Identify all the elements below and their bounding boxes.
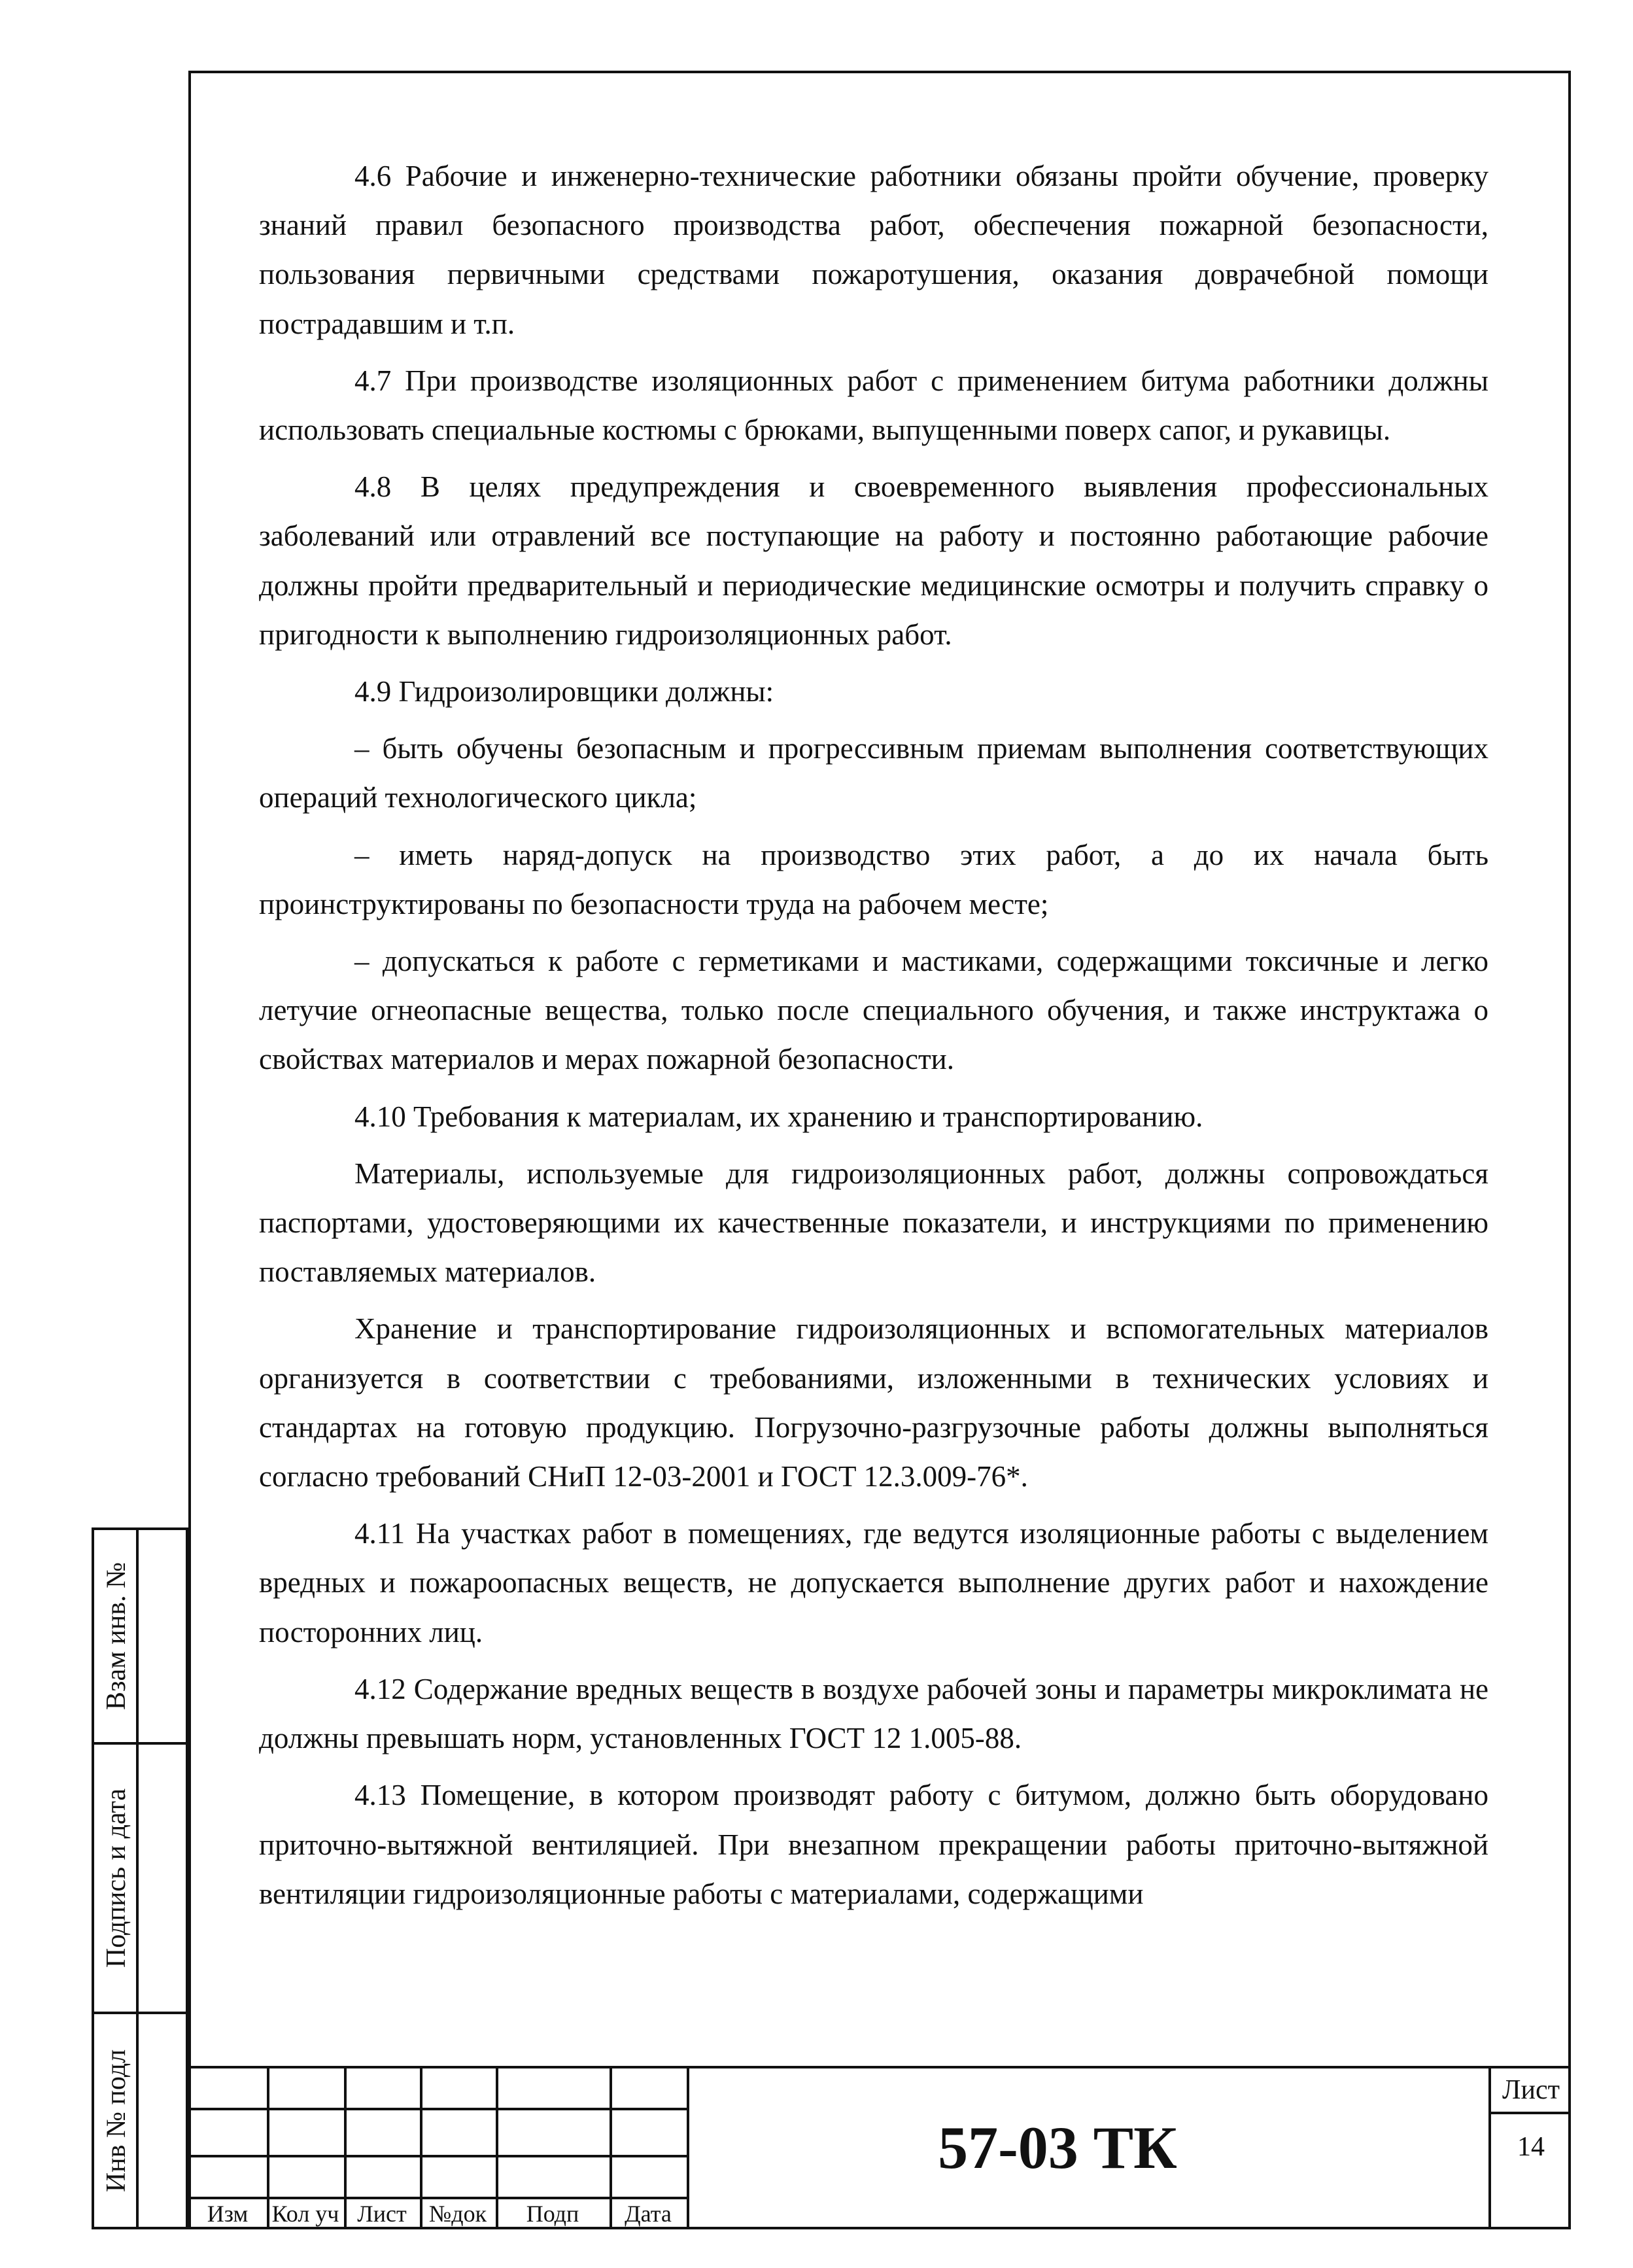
paragraph-4-6: 4.6 Рабочие и инженерно-технические работники обязаны пройти обучение, проверку знаний правил безопасного производства работ, обеспечения пожарной безопасности, пользования первичными средствами пожаротушения, оказания доврачебной помощи пострадавшим и т.п. [259,160,1488,340]
paragraph-4-12: 4.12 Содержание вредных веществ в воздухе рабочей зоны и параметры микроклимата не должны превышать норм, установленных ГОСТ 12 1.005-88. [259,1672,1488,1755]
side-label-inv: Инв № подл [101,2049,131,2192]
list-item: – быть обучены безопасным и прогрессивным приемам выполнения соответствующих операций технологического цикла; [259,732,1488,814]
caption-ndok: №док [428,2201,487,2227]
caption-kol-uch: Кол уч [271,2201,339,2227]
sheet-label: Лист [1491,2066,1571,2114]
caption-podp: Подп [526,2201,579,2227]
side-row-podpis [94,1745,186,2014]
side-row-inv [94,2014,186,2227]
sheet-cell [1488,2066,1571,2229]
paragraph-4-7: 4.7 При производстве изоляционных работ с применением битума работники должны использовать специальные костюмы с брюками, выпущенными поверх сапог, и рукавицы. [259,364,1488,447]
paragraph-4-10: 4.10 Требования к материалам, их хранению и транспортированию. [354,1100,1203,1133]
side-stamp [92,1527,188,2229]
caption-data: Дата [625,2201,672,2227]
list-item: – иметь наряд-допуск на производство этих работ, а до их начала быть проинструктированы по безопасности труда на рабочем месте; [259,838,1488,920]
paragraph-storage: Хранение и транспортирование гидроизоляционных и вспомогательных материалов организуется в соответствии с требованиями, изложенными в технических условиях и стандартах на готовую продукцию. Погрузочно-разгрузочные работы должны выполняться согласно требований СНиП 12-03-2001 и ГОСТ 12.3.009-76*. [259,1312,1488,1493]
paragraph-4-13: 4.13 Помещение, в котором производят работу с битумом, должно быть оборудовано приточно-вытяжной вентиляцией. При внезапном прекращении работы приточно-вытяжной вентиляции гидроизоляционные работы с материалами, содержащими [259,1779,1488,1910]
side-row-vzam [94,1530,186,1745]
revision-grid [188,2066,687,2229]
side-label-vzam: Взам инв. № [101,1561,131,1711]
side-label-podpis: Подпись и дата [101,1788,131,1968]
paragraph-4-9: 4.9 Гидроизолировщики должны: [354,675,774,708]
paragraph-4-8: 4.8 В целях предупреждения и своевременного выявления профессиональных заболеваний или отравлений все поступающие на работу и постоянно работающие рабочие должны пройти предварительный и периодические медицинские осмотры и получить справку о пригодности к выполнению гидроизоляционных работ. [259,470,1488,651]
paragraph-materials: Материалы, используемые для гидроизоляционных работ, должны сопровождаться паспортами, удостоверяющими их качественные показатели, и инструкциями по применению поставляемых материалов. [259,1157,1488,1289]
paragraph-4-11: 4.11 На участках работ в помещениях, где ведутся изоляционные работы с выделением вредных и пожароопасных веществ, не допускается выполнение других работ и нахождение посторонних лиц. [259,1517,1488,1649]
list-item: – допускаться к работе с герметиками и мастиками, содержащими токсичные и легко летучие огнеопасные вещества, только после специального обучения, и также инструктажа о свойствах материалов и мерах пожарной безопасности. [259,945,1488,1076]
document-body [259,152,1488,1927]
caption-izm: Изм [207,2201,249,2227]
sheet-number: 14 [1517,2132,1545,2162]
caption-list: Лист [357,2201,407,2227]
document-code: 57-03 ТК [687,2066,1426,2229]
title-block [188,2066,1571,2229]
